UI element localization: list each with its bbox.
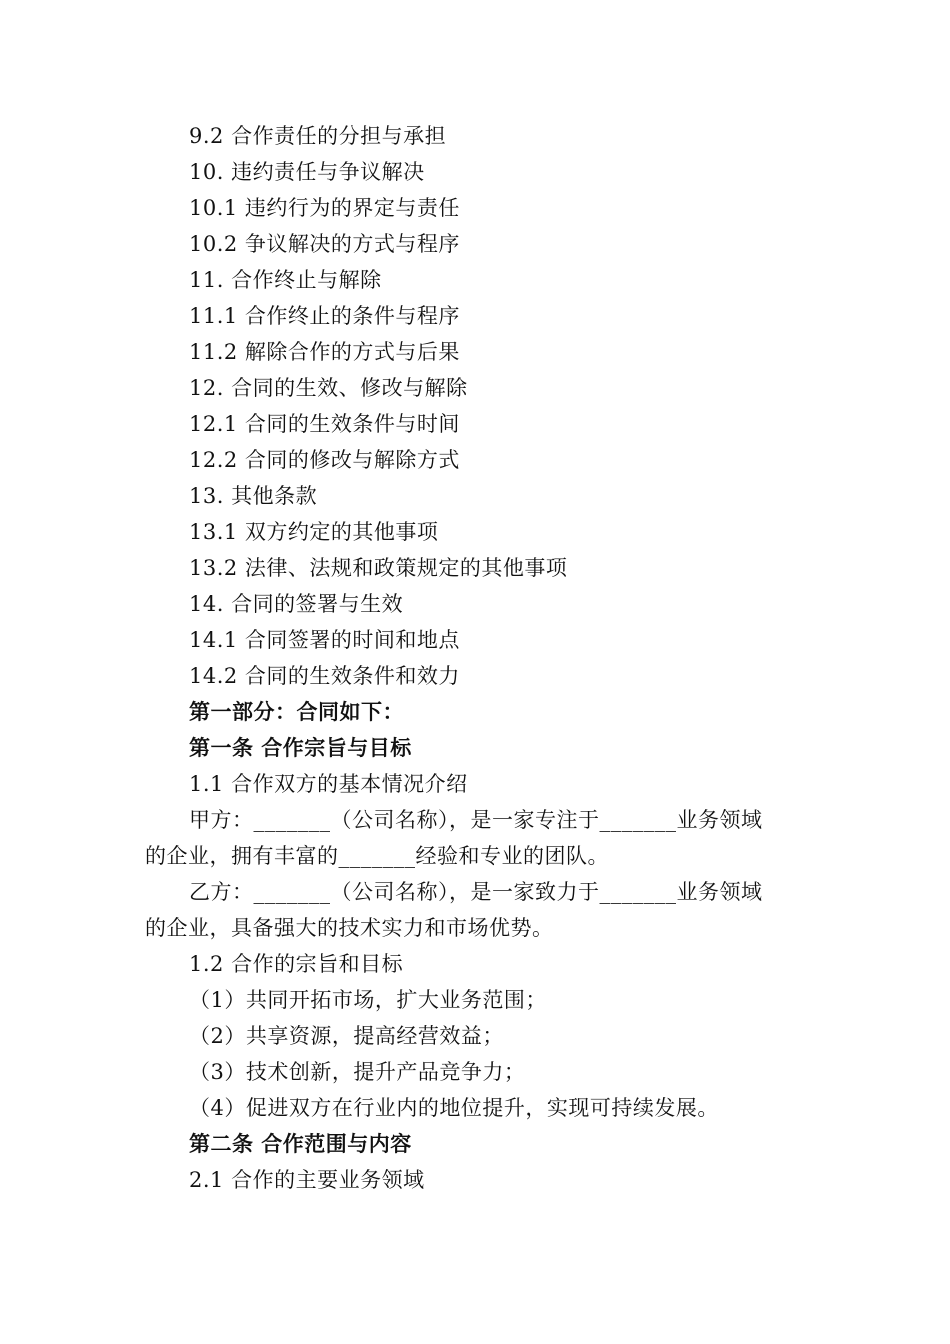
toc-entry: 9.2 合作责任的分担与承担 <box>189 124 447 148</box>
toc-entry: 11.1 合作终止的条件与程序 <box>189 304 460 328</box>
toc-entry: 10. 违约责任与争议解决 <box>189 160 425 184</box>
part-heading: 第一部分：合同如下： <box>189 700 404 724</box>
article2-subheading: 2.1 合作的主要业务领域 <box>189 1168 425 1192</box>
toc-entry: 10.2 争议解决的方式与程序 <box>189 232 460 256</box>
goal-item: （3）技术创新，提升产品竞争力； <box>189 1060 526 1084</box>
toc-entry: 12.1 合同的生效条件与时间 <box>189 412 460 436</box>
article1-subheading: 1.1 合作双方的基本情况介绍 <box>189 772 468 796</box>
article2-title: 第二条 合作范围与内容 <box>189 1132 412 1156</box>
toc-entry: 14. 合同的签署与生效 <box>189 592 404 616</box>
toc-entry: 11.2 解除合作的方式与后果 <box>189 340 460 364</box>
goal-item: （1）共同开拓市场，扩大业务范围； <box>189 988 547 1012</box>
party-b-text: 的企业，具备强大的技术实力和市场优势。 <box>145 916 554 940</box>
toc-entry: 10.1 违约行为的界定与责任 <box>189 196 460 220</box>
goal-item: （2）共享资源，提高经营效益； <box>189 1024 504 1048</box>
toc-entry: 13.1 双方约定的其他事项 <box>189 520 439 544</box>
party-a-text: 的企业，拥有丰富的_______经验和专业的团队。 <box>145 844 609 868</box>
article1-subheading: 1.2 合作的宗旨和目标 <box>189 952 404 976</box>
party-b-text: 乙方：_______（公司名称），是一家致力于_______业务领域 <box>189 880 763 904</box>
article1-title: 第一条 合作宗旨与目标 <box>189 736 412 760</box>
toc-entry: 12.2 合同的修改与解除方式 <box>189 448 460 472</box>
goal-item: （4）促进双方在行业内的地位提升，实现可持续发展。 <box>189 1096 719 1120</box>
toc-entry: 12. 合同的生效、修改与解除 <box>189 376 468 400</box>
toc-entry: 11. 合作终止与解除 <box>189 268 382 292</box>
toc-entry: 14.2 合同的生效条件和效力 <box>189 664 460 688</box>
toc-entry: 13.2 法律、法规和政策规定的其他事项 <box>189 556 568 580</box>
toc-entry: 13. 其他条款 <box>189 484 318 508</box>
toc-entry: 14.1 合同签署的时间和地点 <box>189 628 460 652</box>
party-a-text: 甲方：_______（公司名称），是一家专注于_______业务领域 <box>189 808 763 832</box>
